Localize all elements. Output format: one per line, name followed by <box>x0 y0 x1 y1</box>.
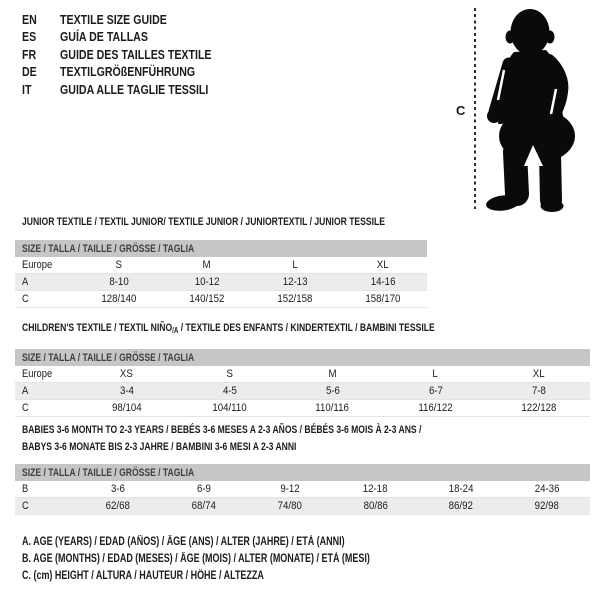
size-cell: 128/140 <box>101 293 137 305</box>
size-cell: 7-8 <box>531 385 546 397</box>
legend-line-c: C. (cm) HEIGHT / ALTURA / HAUTEUR / HÖHE / ALTEZZA <box>22 570 264 582</box>
size-cell: 122/128 <box>520 402 556 414</box>
lang-row-it <box>22 81 238 99</box>
lang-title-fr: GUIDE DES TAILLES TEXTILE <box>60 47 212 62</box>
children-size-header-bar: SIZE / TALLA / TAILLE / GRÖSSE / TAGLIA <box>15 349 590 366</box>
row-label: C <box>22 293 29 305</box>
size-cell: 5-6 <box>325 385 340 397</box>
size-cell: 12-13 <box>282 276 308 288</box>
size-cell: 110/116 <box>315 402 350 414</box>
size-cell: 68/74 <box>191 500 216 512</box>
lang-code-fr: FR <box>22 47 37 62</box>
row-label: Europe <box>22 259 53 271</box>
lang-row-fr <box>22 46 238 64</box>
size-cell: 24-36 <box>534 483 560 495</box>
size-cell: 10-12 <box>194 276 220 288</box>
babies-size-header-bar: SIZE / TALLA / TAILLE / GRÖSSE / TAGLIA <box>15 464 590 481</box>
table-row <box>15 498 590 515</box>
table-row <box>15 481 590 498</box>
row-label: A <box>22 385 29 397</box>
size-cell: 80/86 <box>363 500 388 512</box>
row-label: A <box>22 276 29 288</box>
measure-legend <box>22 536 468 587</box>
row-label: C <box>22 402 29 414</box>
nino-a-subscript: /A <box>172 326 179 335</box>
size-cell: 18-24 <box>448 483 474 495</box>
legend-line-a: A. AGE (YEARS) / EDAD (AÑOS) / ÂGE (ANS) / ALTER (JAHRE) / ETÀ (ANNI) <box>22 536 345 548</box>
babies-table-title-line2: BABYS 3-6 MONATE BIS 2-3 JAHRE / BAMBINI 3-6 MESI A 2-3 ANNI <box>22 441 297 453</box>
measure-label-c: C <box>456 103 466 118</box>
lang-title-en: TEXTILE SIZE GUIDE <box>60 12 167 27</box>
lang-code-es: ES <box>22 30 37 45</box>
size-cell: 8-10 <box>109 276 129 288</box>
row-label: C <box>22 500 29 512</box>
row-label: Europe <box>22 368 53 380</box>
size-cell: 6-7 <box>428 385 443 397</box>
size-cell: 158/170 <box>365 293 401 305</box>
lang-row-es <box>22 29 238 47</box>
size-cell: 9-12 <box>279 483 300 495</box>
babies-table <box>15 464 590 515</box>
size-cell: 98/104 <box>111 402 142 414</box>
size-cell: S <box>115 259 123 271</box>
size-cell: 116/122 <box>418 402 453 414</box>
size-cell: 104/110 <box>212 402 247 414</box>
lang-row-de <box>22 64 238 82</box>
size-cell: L <box>432 368 439 380</box>
size-cell: 4-5 <box>222 385 237 397</box>
size-cell: 12-18 <box>363 483 388 495</box>
children-table-title: CHILDREN'S TEXTILE / TEXTIL NIÑO/A / TEXTILE DES ENFANTS / KINDERTEXTIL / BAMBINI TESSILE <box>22 322 435 335</box>
height-measure-dashed-line <box>474 8 476 209</box>
table-row <box>15 291 427 308</box>
size-cell: L <box>292 259 298 271</box>
baby-silhouette <box>486 4 598 212</box>
junior-table <box>15 240 427 308</box>
babies-table-title-line1: BABIES 3-6 MONTH TO 2-3 YEARS / BEBÉS 3-6 MESES A 2-3 AÑOS / BÉBÉS 3-6 MOIS À 2-3 ANS / <box>22 424 422 436</box>
table-row <box>15 274 427 291</box>
table-row <box>15 257 427 274</box>
size-cell: 92/98 <box>534 500 560 512</box>
size-cell: 62/68 <box>105 500 131 512</box>
lang-code-de: DE <box>22 65 37 80</box>
size-cell: 14-16 <box>370 276 396 288</box>
table-row <box>15 366 590 383</box>
size-cell: 3-4 <box>119 385 134 397</box>
lang-title-de: TEXTILGRÖßENFÜHRUNG <box>60 65 196 80</box>
size-cell: XS <box>120 368 133 380</box>
size-cell: M <box>202 259 212 271</box>
size-cell: 140/152 <box>189 293 225 305</box>
size-cell: 86/92 <box>449 500 474 512</box>
lang-code-en: EN <box>22 12 37 27</box>
language-title-list <box>22 11 238 99</box>
table-row <box>15 400 590 417</box>
junior-size-header-bar: SIZE / TALLA / TAILLE / GRÖSSE / TAGLIA <box>15 240 427 257</box>
lang-title-it: GUIDA ALLE TAGLIE TESSILI <box>60 82 209 97</box>
table-row <box>15 383 590 400</box>
size-cell: 74/80 <box>277 500 302 512</box>
size-cell: S <box>226 368 233 380</box>
row-label: B <box>22 483 29 495</box>
size-cell: 6-9 <box>196 483 211 495</box>
size-cell: 3-6 <box>110 483 125 495</box>
size-cell: 152/158 <box>277 293 313 305</box>
children-table <box>15 349 590 417</box>
lang-row-en <box>22 11 238 29</box>
lang-title-es: GUÍA DE TALLAS <box>60 30 148 45</box>
size-cell: XL <box>532 368 545 380</box>
size-cell: M <box>328 368 337 380</box>
size-cell: XL <box>377 259 389 271</box>
junior-table-title: JUNIOR TEXTILE / TEXTIL JUNIOR/ TEXTILE JUNIOR / JUNIORTEXTIL / JUNIOR TESSILE <box>22 216 385 228</box>
lang-code-it: IT <box>22 82 32 97</box>
legend-line-b: B. AGE (MONTHS) / EDAD (MESES) / ÂGE (MOIS) / ALTER (MONATE) / ETÀ (MESI) <box>22 553 370 565</box>
